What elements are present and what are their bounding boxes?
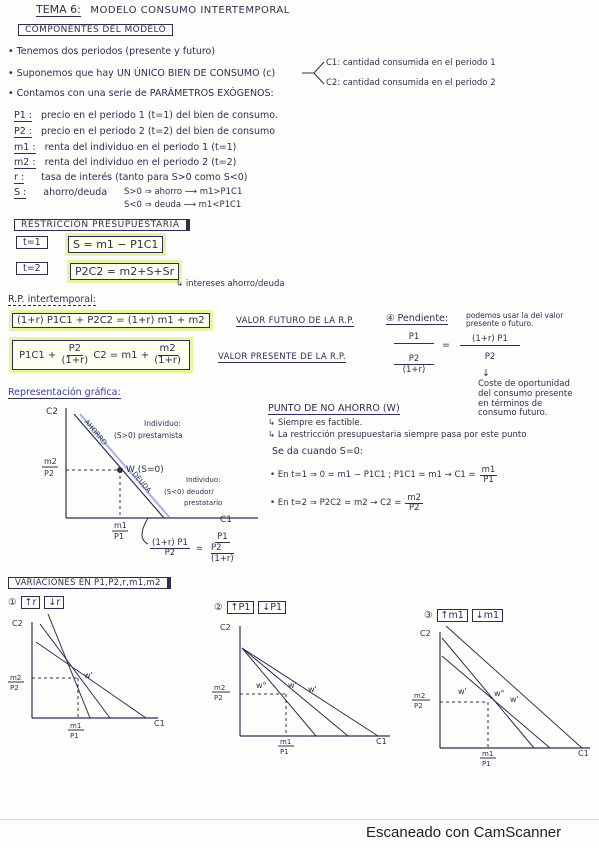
p2-label: P2 — [10, 684, 19, 692]
prestamista-label-2: (S>0) prestamista — [114, 431, 183, 440]
restriccion-eq1: S = m1 − P1C1 — [68, 236, 163, 253]
slope-arrow — [142, 518, 148, 544]
param-symbol: P1 : — [14, 110, 32, 121]
param-symbol: m1 : — [14, 142, 36, 153]
w-label: w' — [458, 687, 467, 696]
c1-label: C1 — [578, 749, 589, 758]
m2-label: m2 — [414, 692, 426, 700]
no-ahorro-line-2: ↳ La restricción presupuestaria siempre pasa por este punto — [268, 430, 527, 440]
frac-den: P1 — [483, 474, 494, 485]
componentes-heading: COMPONENTES DEL MODELO — [18, 24, 173, 36]
pendiente-arrow: ↓ — [482, 368, 490, 379]
prestatario-label-1: Individuo: — [186, 476, 221, 484]
param-symbol: P2 : — [14, 126, 32, 137]
coste-line: en términos de — [478, 398, 543, 409]
w-label-2: w' — [510, 695, 519, 704]
g3-up: ↑m1 — [437, 609, 468, 622]
p1-label: P1 — [280, 748, 289, 756]
prestatario-label-3: prestatario — [184, 499, 223, 507]
g3-header — [424, 609, 503, 622]
rp-presente-part-a: P1C1 + — [19, 350, 57, 361]
pendiente-note: podemos usar la del valor presente o futuro. — [466, 311, 564, 328]
m1-label: m1 — [280, 738, 292, 746]
c1-axis-label: C1 — [220, 515, 233, 525]
prestamista-label-1: Individuo: — [144, 419, 181, 428]
pendiente-label: ④ Pendiente: — [386, 313, 449, 324]
frac-den: P2 — [484, 352, 496, 363]
ahorro-case: S>0 ⇒ ahorro ⟶ m1>P1C1 — [124, 187, 243, 197]
frac-num: P1 — [217, 532, 228, 542]
no-ahorro-line-3: Se da cuando S=0: — [272, 446, 363, 457]
param-p1 — [14, 110, 278, 121]
t1-eq: • En t=1 ⇒ 0 = m1 − P1C1 ; P1C1 = m1 → C1 = — [270, 470, 476, 481]
m2-label: m2 — [10, 674, 22, 682]
frac-1r: (1+r) — [402, 365, 426, 376]
m2-label: m2 — [214, 684, 226, 692]
frac-den: P2 — [164, 548, 176, 559]
m1-label: m1 — [70, 722, 82, 730]
w-label: w' — [84, 671, 93, 680]
equals-sign: = — [195, 543, 204, 554]
g2-up: ↑P1 — [227, 601, 255, 614]
w-point — [117, 467, 123, 473]
param-text: renta del individuo en el periodo 2 (t=2) — [44, 157, 237, 168]
rp-presente-eq — [12, 340, 190, 370]
rp-presente-frac-p2 — [59, 344, 90, 366]
t2-box: t=2 — [16, 262, 48, 275]
w-label: w' — [288, 681, 297, 690]
p1-label: P1 — [482, 760, 491, 768]
param-symbol: m2 : — [14, 157, 36, 168]
coste-line: del consumo presente — [478, 388, 573, 399]
param-symbol: S : — [14, 187, 27, 198]
g2-number: ② — [214, 602, 223, 613]
frac-num: (1+r) P1 — [460, 334, 520, 346]
param-p2 — [14, 126, 275, 137]
componentes-line-3: • Contamos con una serie de PARÁMETROS EXÓGENOS: — [8, 88, 274, 99]
param-r — [14, 172, 248, 183]
page-title: MODELO CONSUMO INTERTEMPORAL — [90, 5, 290, 16]
p2-label: P2 — [414, 702, 423, 710]
componentes-line-1: • Tenemos dos periodos (presente y futuro) — [8, 46, 216, 57]
camscanner-watermark: Escaneado con CamScanner — [366, 824, 562, 841]
pendiente-frac-right — [460, 334, 520, 363]
restriccion-heading: RESTRICCIÓN PRESUPUESTARIA — [14, 219, 190, 231]
param-symbol: r : — [14, 172, 25, 183]
param-text: precio en el periodo 2 (t=2) del bien de consumo — [41, 126, 276, 137]
rp-presente-frac-m2 — [152, 344, 183, 366]
g2-header — [214, 601, 286, 614]
m1-label: m1 — [482, 750, 494, 758]
c1-frac — [480, 466, 498, 485]
variaciones-heading: VARIACIONES EN P1,P2,r,m1,m2 — [8, 577, 171, 589]
c1-definition: C1: cantidad consumida en el periodo 1 — [326, 58, 496, 68]
c2-label: C2 — [420, 629, 431, 638]
param-text: ahorro/deuda — [43, 187, 108, 198]
frac-num: m2 — [159, 343, 176, 354]
frac-num: (1+r) P1 — [152, 538, 188, 549]
variation-graph-m1 — [406, 624, 596, 770]
c2-definition: C2: cantidad consumida en el periodo 2 — [326, 78, 496, 88]
restriccion-eq2: P2C2 = m2+S+Sr — [70, 263, 179, 280]
g2-down: ↓P1 — [258, 601, 286, 614]
frac-den: (1+r) — [61, 354, 89, 366]
w-label-2: w' — [308, 685, 317, 694]
no-ahorro-t2 — [270, 494, 423, 513]
param-text: precio en el periodo 1 (t=1) del bien de consumo. — [41, 110, 278, 121]
frac-den-top: P2 — [211, 543, 234, 554]
c2-label: C2 — [12, 619, 23, 628]
rp-futuro-label: VALOR FUTURO DE LA R.P. — [236, 316, 355, 326]
pendiente-equals: = — [442, 340, 450, 351]
g1-down: ↓r — [44, 596, 64, 609]
deuda-label: DEUDA — [130, 470, 153, 495]
slope-fraction — [150, 533, 236, 564]
no-ahorro-t1 — [270, 466, 497, 485]
tema-label: TEMA 6: — [36, 3, 81, 16]
t1-box: t=1 — [16, 236, 48, 249]
frac-p2: P2 — [394, 354, 434, 366]
coste-oportunidad — [478, 380, 573, 419]
intereses-note: ↳ intereses ahorro/deuda — [176, 279, 285, 289]
p2-label: P2 — [214, 694, 223, 702]
frac-num: m2 — [407, 493, 422, 503]
no-ahorro-heading: PUNTO DE NO AHORRO (W) — [268, 403, 400, 414]
frac-p1: P1 — [394, 332, 434, 344]
w-label: W (S=0) — [126, 465, 164, 475]
variation-graph-p1 — [206, 618, 396, 758]
page-header — [36, 3, 290, 16]
param-text: tasa de interés (tanto para S>0 como S<0) — [41, 172, 248, 183]
rp-presente-label: VALOR PRESENTE DE LA R.P. — [218, 352, 346, 362]
c1-label: C1 — [376, 737, 387, 746]
rp-presente-part-b: C2 = m1 + — [93, 350, 150, 361]
coste-line: Coste de oportunidad — [478, 379, 570, 389]
c2-frac — [405, 494, 423, 513]
c2-label: C2 — [220, 623, 231, 632]
p1-label: P1 — [114, 532, 124, 541]
g3-number: ③ — [424, 610, 433, 621]
rp-futuro-eq: (1+r) P1C1 + P2C2 = (1+r) m1 + m2 — [12, 313, 210, 328]
no-ahorro-line-1: ↳ Siempre es factible. — [268, 418, 363, 428]
param-m1 — [14, 142, 236, 153]
componentes-line-2: • Suponemos que hay UN ÚNICO BIEN DE CONSUMO (c) — [8, 68, 276, 79]
rp-heading: R.P. intertemporal: — [8, 294, 96, 305]
slope-frac-alt — [209, 533, 236, 564]
w0-label: w° — [256, 681, 267, 690]
coste-line: consumo futuro. — [478, 408, 548, 419]
frac-num: m1 — [481, 465, 496, 475]
t2-eq: • En t=2 ⇒ P2C2 = m2 → C2 = — [270, 498, 402, 509]
footer-divider — [0, 819, 599, 820]
w0-label: w° — [494, 689, 505, 698]
c1-label: C1 — [154, 719, 165, 728]
pendiente-frac-left — [394, 332, 434, 376]
g1-number: ① — [8, 597, 17, 608]
g1-header — [8, 596, 64, 609]
p2-label: P2 — [44, 469, 54, 478]
variation-graph-r — [6, 612, 166, 752]
frac-den: (1+r) — [154, 354, 181, 366]
grafica-heading: Representación gráfica: — [8, 387, 121, 398]
m2-label: m2 — [44, 457, 57, 466]
deuda-case: S<0 ⇒ deuda ⟶ m1<P1C1 — [124, 200, 242, 210]
g3-down: ↓m1 — [472, 609, 503, 622]
param-m2 — [14, 157, 236, 168]
p1-label: P1 — [70, 732, 79, 740]
param-s — [14, 187, 107, 198]
frac-den — [209, 543, 236, 564]
g1-up: ↑r — [21, 596, 41, 609]
m1-label: m1 — [114, 521, 127, 530]
frac-den-bottom: (1+r) — [211, 554, 234, 565]
c2-axis-label: C2 — [46, 407, 59, 417]
slope-frac-main — [150, 539, 190, 558]
ahorro-label: AHORRO — [82, 418, 109, 447]
frac-num: P2 — [68, 343, 82, 354]
frac-den: P2 — [408, 502, 420, 513]
param-text: renta del individuo en el periodo 1 (t=1) — [44, 142, 237, 153]
prestatario-label-2: (S<0) deudor/ — [164, 488, 214, 496]
